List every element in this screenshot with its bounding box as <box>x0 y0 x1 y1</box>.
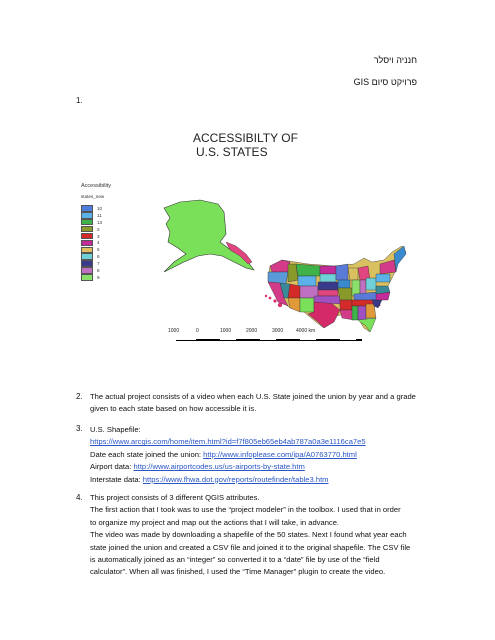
interstate-label: Interstate data: <box>90 474 143 484</box>
legend-swatch <box>81 274 93 281</box>
state-sd <box>320 274 336 282</box>
interstate-link[interactable]: https://www.fhwa.dot.gov/reports/routefinder/table3.htm <box>142 474 329 484</box>
legend-label: 11 <box>97 212 102 218</box>
legend-item <box>81 246 102 253</box>
shapefile-link[interactable]: https://www.arcgis.com/home/item.html?id=f7f805eb65eb4ab787a0a3e1116ca7e5 <box>90 437 366 447</box>
state-wy <box>298 276 316 286</box>
scale-label: 1000 <box>220 328 232 334</box>
legend-swatch <box>81 267 93 274</box>
join-date-label: Date each state joined the union: <box>90 449 204 459</box>
legend-swatch <box>81 247 93 254</box>
legend-label: 5 <box>97 247 100 253</box>
state-nd <box>320 266 336 274</box>
state-mn <box>336 264 348 280</box>
legend-label: 7 <box>97 261 100 267</box>
map-title-line2: U.S. STATES <box>196 145 268 159</box>
item-number-4: 4. <box>76 493 83 502</box>
legend-title: Accessibility <box>81 183 111 189</box>
legend-label: 6 <box>97 254 100 260</box>
map-legend <box>81 205 102 281</box>
scale-label: 2000 <box>246 328 258 334</box>
state-ne <box>318 282 338 290</box>
item4-line: to organize my project and map out the actions that I will take, in advance. <box>90 517 340 527</box>
legend-swatch <box>81 233 93 240</box>
item2-line2: given to each state based on how accessible it is. <box>90 404 257 414</box>
state-ut <box>288 284 300 298</box>
state-nm <box>300 298 314 312</box>
item4-paragraph <box>90 492 410 579</box>
legend-item <box>81 233 102 240</box>
legend-item <box>81 205 102 212</box>
legend-item <box>81 239 102 246</box>
item2-line1: The actual project consists of a video when each U.S. State joined the union by year and a grade <box>90 392 416 401</box>
airport-link[interactable]: http://www.airportcodes.us/us-airports-by-state.htm <box>133 462 305 472</box>
legend-item <box>81 219 102 226</box>
scale-label: 4000 km <box>296 328 316 334</box>
state-mo <box>338 288 352 300</box>
legend-label: 3 <box>97 233 100 239</box>
legend-swatch <box>81 226 93 233</box>
legend-item <box>81 212 102 219</box>
item-number-2: 2. <box>76 392 83 401</box>
item4-line: This project consists of 3 different QGIS attributes. <box>90 493 260 502</box>
scale-label: 3000 <box>272 328 284 334</box>
legend-label: 10 <box>97 205 103 211</box>
state-wi <box>348 268 358 280</box>
legend-swatch <box>81 219 93 226</box>
author-name: חנניה ויסלר <box>373 55 417 65</box>
legend-item <box>81 226 102 233</box>
item4-line: The first action that I took was to use the “project modeler” in the toolbox. I used that in order <box>90 505 401 515</box>
state-az <box>288 298 300 312</box>
legend-item <box>81 274 102 281</box>
legend-item <box>81 267 102 274</box>
legend-item <box>81 253 102 260</box>
state-mt <box>296 264 320 276</box>
state-oh <box>366 278 376 290</box>
state-wa <box>270 260 290 272</box>
scale-label: 0 <box>196 328 199 334</box>
map-figure <box>78 128 418 348</box>
legend-swatch <box>81 260 93 267</box>
legend-label: 9 <box>97 274 100 280</box>
scale-labels <box>168 328 398 336</box>
item3-block <box>90 424 366 486</box>
legend-swatch <box>81 212 93 219</box>
item4-line: calculator”. When all was finished, I used the “Time Manager” plugin to create the video. <box>90 567 386 577</box>
state-in <box>360 280 366 294</box>
legend-swatch <box>81 253 93 260</box>
item4-line: state joined the union and created a CSV file and joined it to the original shapefile. The CSV file <box>90 542 411 552</box>
state-pa <box>376 274 390 282</box>
legend-label: 13 <box>97 219 103 225</box>
document-subtitle: פרויקט סיום GIS <box>353 77 417 87</box>
legend-label: 4 <box>97 240 100 246</box>
legend-swatch <box>81 240 93 247</box>
join-date-link[interactable]: http://www.infoplease.com/ipa/A0763770.html <box>203 449 357 459</box>
state-ms <box>352 306 358 320</box>
us-states-map <box>158 182 413 352</box>
scale-label: 1000 <box>168 328 180 334</box>
legend-field: states_new <box>81 194 105 199</box>
state-al <box>358 306 366 320</box>
item4-line: is automatically joined as an “integer” so converted it to a “date” file by use of the “field <box>90 555 380 565</box>
alaska-shape <box>164 200 254 272</box>
item-number-1: 1. <box>76 96 83 105</box>
legend-label: 2 <box>97 226 100 232</box>
legend-item <box>81 260 102 267</box>
state-ks <box>318 290 338 296</box>
shapefile-heading: U.S. Shapefile: <box>90 425 141 434</box>
state-ar <box>340 300 352 310</box>
item2-paragraph <box>90 391 416 416</box>
scale-bar <box>176 339 362 341</box>
state-ia <box>338 280 350 288</box>
legend-swatch <box>81 205 93 212</box>
legend-label: 8 <box>97 267 100 273</box>
item4-line: The video was made by downloading a shapefile of the 50 states. Next I found what year each <box>90 530 407 540</box>
airport-label: Airport data: <box>90 462 134 472</box>
item-number-3: 3. <box>76 424 83 433</box>
map-title-line1: ACCESSIBILTY OF <box>193 131 298 145</box>
